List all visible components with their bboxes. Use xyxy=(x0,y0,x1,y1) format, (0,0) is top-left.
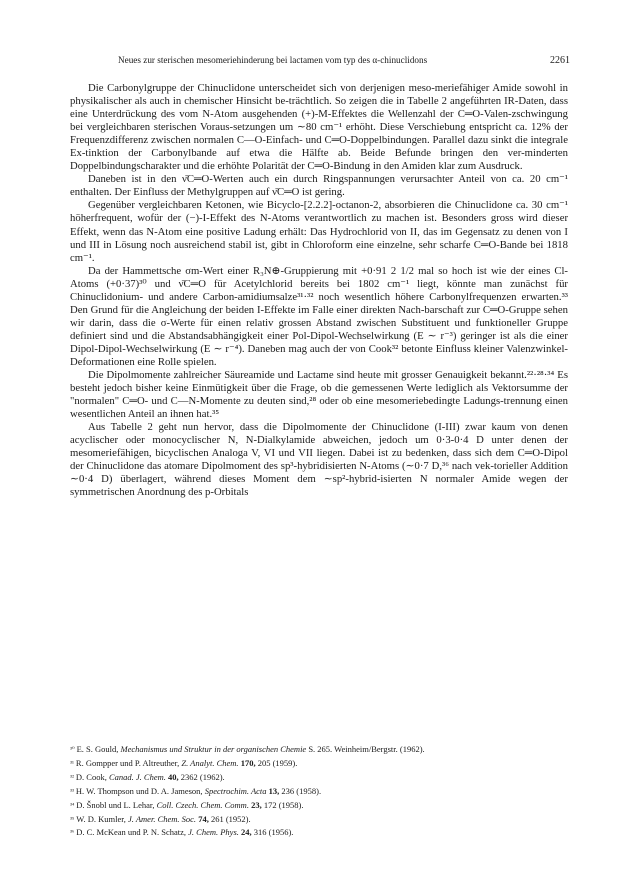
footnote-32: ³² D. Cook, Canad. J. Chem. 40, 2362 (1962). xyxy=(70,771,225,782)
running-header xyxy=(70,55,570,69)
footnote-34: ³⁴ D. Šnobl und L. Lehar, Coll. Czech. Chem. Comm. 23, 172 (1958). xyxy=(70,799,304,810)
footnote-36: ³⁶ D. C. McKean und P. N. Schatz, J. Chem. Phys. 24, 316 (1956). xyxy=(70,827,294,838)
footnote-33: ³³ H. W. Thompson und D. A. Jameson, Spectrochim. Acta 13, 236 (1958). xyxy=(70,785,322,796)
footnotes xyxy=(70,743,568,840)
running-title: Neues zur sterischen mesomeriehinderung bei lactamen vom typ des α-chinuclidons xyxy=(118,55,428,65)
page-number: 2261 xyxy=(550,55,570,66)
paragraph-ring-strain: Daneben ist in den ν̄C═O-Werten auch ein durch Ringspannungen verursachter Anteil von ca. 20 cm⁻¹ enthalten. Der Einfluss der Methylgruppen auf ν̄C═O ist gering. xyxy=(70,173,568,199)
footnote-30: ³⁰ E. S. Gould, Mechanismus und Struktur in der organischen Chemie S. 265. Weinheim/Bergstr. (1962). xyxy=(70,744,425,754)
footnote-35: ³⁵ W. D. Kumler, J. Amer. Chem. Soc. 74, 261 (1952). xyxy=(70,813,251,824)
paragraph-carbonyl-group: Die Carbonylgruppe der Chinuclidone unterscheidet sich von derjenigen meso-meriefähiger Amide sowohl in physikalischer als auch in chemischer Hinsicht be-trächtlich. So zeigen die in Tabelle 2 angeführten IR-Daten, dass eine Unterdrückung des vom N-Atom ausgehenden (+)-M-Effektes die Wellenzahl der C═O-Valen-zschwingung bei vergleichbaren sterischen Voraus-setzungen um ∼80 cm⁻¹ erhöht. Diese Verschiebung entspricht ca. 12% der Frequenzdifferenz zwischen normalen C—O-Einfach- und C═O-Doppelbindungen. Parallel dazu sinkt die integrale Ex-tinktion der Carbonylbande auf etwa die Hälfte ab. Beide Befunde bringen den ver-minderten Doppelbindungscharakter und die erhöhte Polarität der C═O-Bindung in den Amiden klar zum Ausdruck. xyxy=(70,82,568,173)
article-body xyxy=(70,82,568,500)
paragraph-table-2-discussion: Aus Tabelle 2 geht nun hervor, dass die Dipolmomente der Chinuclidone (I-III) zwar kaum von denen acyclischer oder monocyclischer N, N-Dialkylamide abweichen, jedoch um 0·3-0·4 D unter denen der mesomeriefähigen, bicyclischen Analoga V, VI und VII liegen. Dabei ist zu bedenken, dass sich dem C═O-Dipol der Chinuclidone das atomare Dipolmoment des sp³-hybridisierten N-Atoms (∼0·7 D,³⁶ nach vek-torieller Addition ∼0·4 D) überlagert, während dieses Moment dem ∼sp²-hybrid-isierten N normaler Amide wegen der symmetrischen Anordnung des p-Orbitals xyxy=(70,421,568,499)
paragraph-hammett: Da der Hammettsche σm-Wert einer R₃N⊕-Gruppierung mit +0·91 2 1/2 mal so hoch ist wie der eines Cl-Atoms (+0·37)³⁰ und ν̄C═O für Acetylchlorid bereits bei 1802 cm⁻¹ liegt, könnte man zunächst für Chinuclidonium- und andere Carbon-amidiumsalze³¹·³² noch wesentlich höhere Carbonylfrequenzen erwarten.³³ Den Grund für die Angleichung der beiden I-Effekte im Falle einer direkten Nach-barschaft zur C═O-Gruppe sehen wir darin, dass die σ-Werte für einen relativ grossen Abstand zwischen Substituent und funktioneller Gruppe definiert sind und die Abstandsabhängigkeit einer Pol-Dipol-Wechselwirkung (E ∼ r⁻³) geringer ist als die einer Dipol-Dipol-Wechselwirkung (E ∼ r⁻⁴). Daneben mag auch der von Cook³² betonte Einfluss kleiner Valenzwinkel-Deformationen eine Rolle spielen. xyxy=(70,264,568,368)
paragraph-ketone-comparison: Gegenüber vergleichbaren Ketonen, wie Bicyclo-[2.2.2]-octanon-2, absorbieren die Chinuclidone ca. 30 cm⁻¹ höherfrequent, wofür der (−)-I-Effekt des N-Atoms verantwortlich zu machen ist. Besonders gross wird dieser Effekt, wenn das N-Atom eine positive Ladung erhält: Das Hydrochlorid von II, das im Gegensatz zu denen von I und III in Lösung noch ausreichend stabil ist, gibt in Chloroform eine einzelne, sehr scharfe C═O-Bande bei 1818 cm⁻¹. xyxy=(70,199,568,264)
footnote-31: ³¹ R. Gompper und P. Altreuther, Z. Analyt. Chem. 170, 205 (1959). xyxy=(70,757,298,768)
paragraph-dipole-moments: Die Dipolmomente zahlreicher Säureamide und Lactame sind heute mit grosser Genauigkeit bekannt.²²·²⁸·³⁴ Es besteht jedoch bisher keine Einmütigkeit über die Frage, ob die gemessenen Werte lediglich als Vektorsumme der "normalen" C═O- und C—N-Momente zu deuten sind,²⁸ oder ob eine mesomeriebedingte Ladungs-trennung einen wesentlichen Anteil an ihnen hat.³⁵ xyxy=(70,369,568,421)
